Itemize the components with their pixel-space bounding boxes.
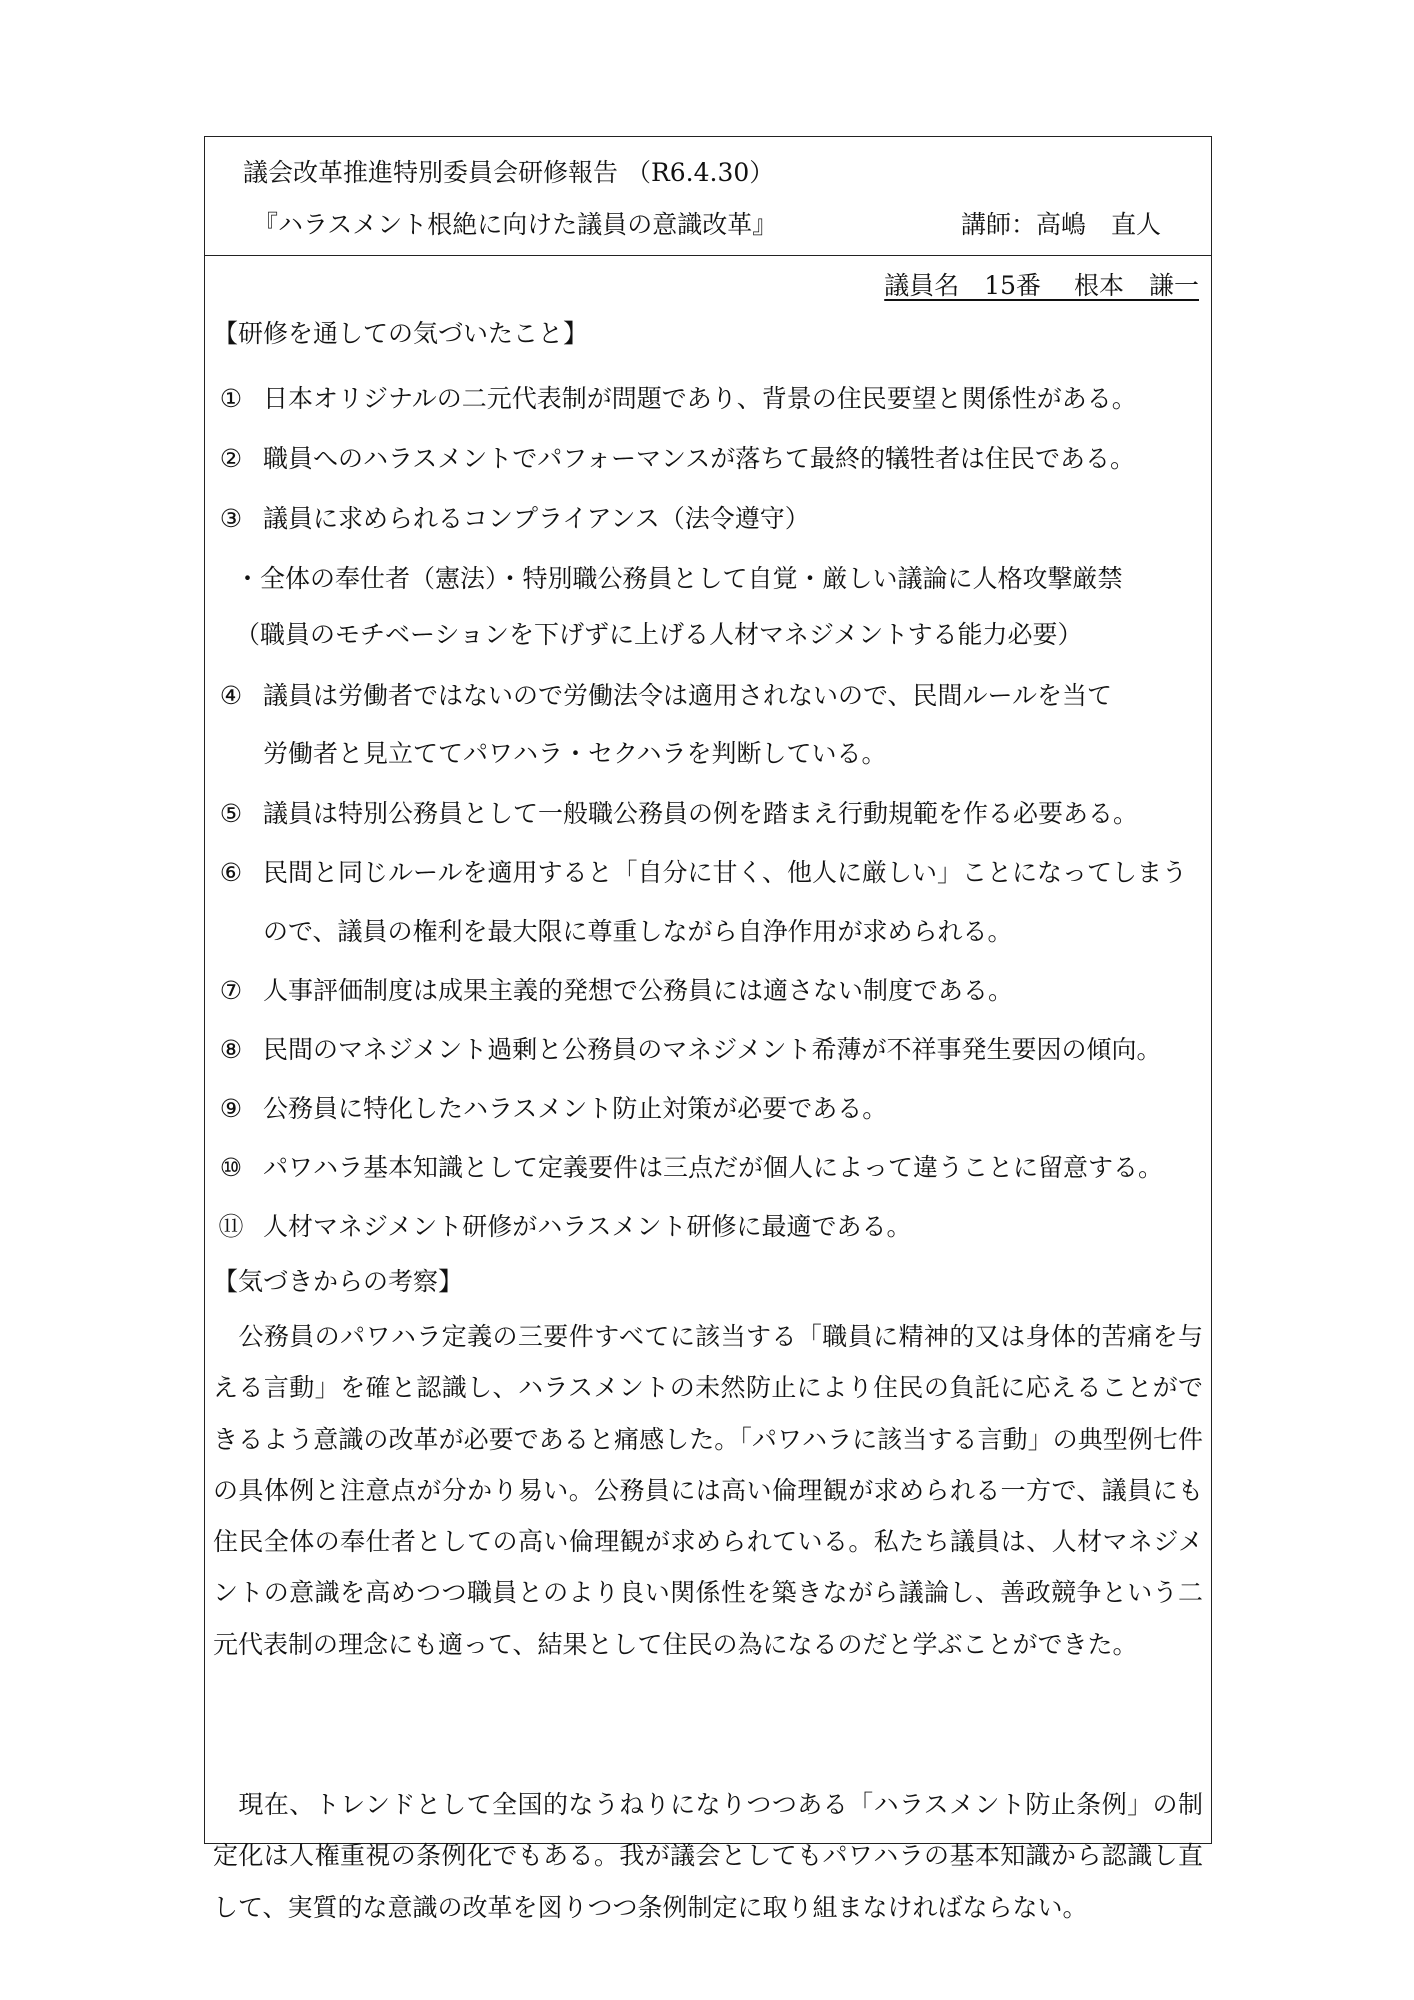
list-item: [215, 379, 1137, 415]
item-number: ⑥: [219, 858, 243, 887]
list-item: [215, 676, 1112, 712]
item-text: 人事評価制度は成果主義的発想で公務員には適さない制度である。: [263, 976, 1014, 1005]
section-heading-considerations: 【気づきからの考察】: [213, 1267, 464, 1296]
item-text: パワハラ基本知識として定義要件は三点だが個人によって違うことに留意する。: [263, 1153, 1164, 1182]
training-subtitle: 『ハラスメント根絶に向けた議員の意識改革』: [253, 210, 778, 239]
list-item: [215, 1148, 1163, 1184]
item-number: ⑨: [219, 1094, 243, 1123]
list-item: [263, 734, 887, 770]
item-text: 公務員に特化したハラスメント防止対策が必要である。: [263, 1094, 888, 1123]
list-item: [215, 1207, 912, 1243]
list-item: [263, 912, 1013, 948]
report-frame: [204, 136, 1212, 1922]
item-number: ⑪: [218, 1212, 244, 1241]
list-item: [235, 615, 1083, 651]
list-item: [215, 794, 1138, 830]
list-item: [215, 439, 1135, 475]
consideration-paragraph-1: 公務員のパワハラ定義の三要件すべてに該当する「職員に精神的又は身体的苦痛を与える言動」を確と認識し、ハラスメントの未然防止により住民の負託に応えることができるよう意識の改革が必要であると痛感した。「パワハラに該当する言動」の典型例七件の具体例と注意点が分かり易い。公務員には高い倫理観が求められる一方で、議員にも住民全体の奉仕者としての高い倫理観が求められている。私たち議員は、人材マネジメントの意識を高めつつ職員とのより良い関係性を築きながら議論し、善政競争という二元代表制の理念にも適って、結果として住民の為になるのだと学ぶことができた。: [213, 1322, 1203, 1659]
item-number: ③: [219, 504, 243, 533]
item-text: 民間と同じルールを適用すると「自分に甘く、他人に厳しい」ことになってしまう: [263, 858, 1188, 887]
item-text: 議員は労働者ではないので労働法令は適用されないので、民間ルールを当て: [263, 681, 1113, 710]
item-number: ①: [219, 384, 243, 413]
list-item: [215, 1030, 1162, 1066]
section-heading-insights: 【研修を通しての気づいたこと】: [213, 319, 589, 348]
item-text: 日本オリジナルの二元代表制が問題であり、背景の住民要望と関係性がある。: [263, 384, 1137, 413]
item-text: 職員へのハラスメントでパフォーマンスが落ちて最終的犠牲者は住民である。: [263, 444, 1136, 473]
list-item: [215, 971, 1013, 1007]
list-item: [215, 1089, 887, 1125]
list-item: [215, 853, 1187, 889]
item-text: ので、議員の権利を最大限に尊重しながら自浄作用が求められる。: [263, 917, 1013, 946]
item-text: 民間のマネジメント過剰と公務員のマネジメント希薄が不祥事発生要因の傾向。: [263, 1035, 1162, 1064]
consideration-paragraph-2: 現在、トレンドとして全国的なうねりになりつつある「ハラスメント防止条例」の制定化は人権重視の条例化でもある。我が議会としてもパワハラの基本知識から認識し直して、実質的な意識の改革を図りつつ条例制定に取り組まなければならない。: [213, 1790, 1203, 1922]
report-title: 議会改革推進特別委員会研修報告 （R6.4.30）: [243, 158, 775, 187]
lecturer-name: 講師：高嶋 直人: [961, 210, 1162, 239]
item-text: 議員は特別公務員として一般職公務員の例を踏まえ行動規範を作る必要ある。: [263, 799, 1139, 828]
item-text: 人材マネジメント研修がハラスメント研修に最適である。: [263, 1212, 912, 1241]
item-number: ⑧: [219, 1035, 243, 1064]
item-text: 労働者と見立ててパワハラ・セクハラを判断している。: [263, 739, 887, 768]
item-text: 議員に求められるコンプライアンス（法令遵守）: [263, 504, 810, 533]
item-text: ・全体の奉仕者（憲法）・特別職公務員として自覚・厳しい議論に人格攻撃厳禁: [235, 564, 1123, 593]
item-number: ⑤: [219, 799, 243, 828]
report-header: [205, 137, 1211, 256]
member-name-line: 議員名 15番 根本 謙一: [884, 271, 1199, 300]
item-number: ⑦: [219, 976, 243, 1005]
list-item: [215, 499, 810, 535]
item-number: ⑩: [219, 1153, 243, 1182]
item-number: ④: [219, 681, 243, 710]
list-item: [235, 559, 1123, 595]
item-number: ②: [219, 444, 243, 473]
item-text: （職員のモチベーションを下げずに上げる人材マネジメントする能力必要）: [235, 620, 1083, 649]
